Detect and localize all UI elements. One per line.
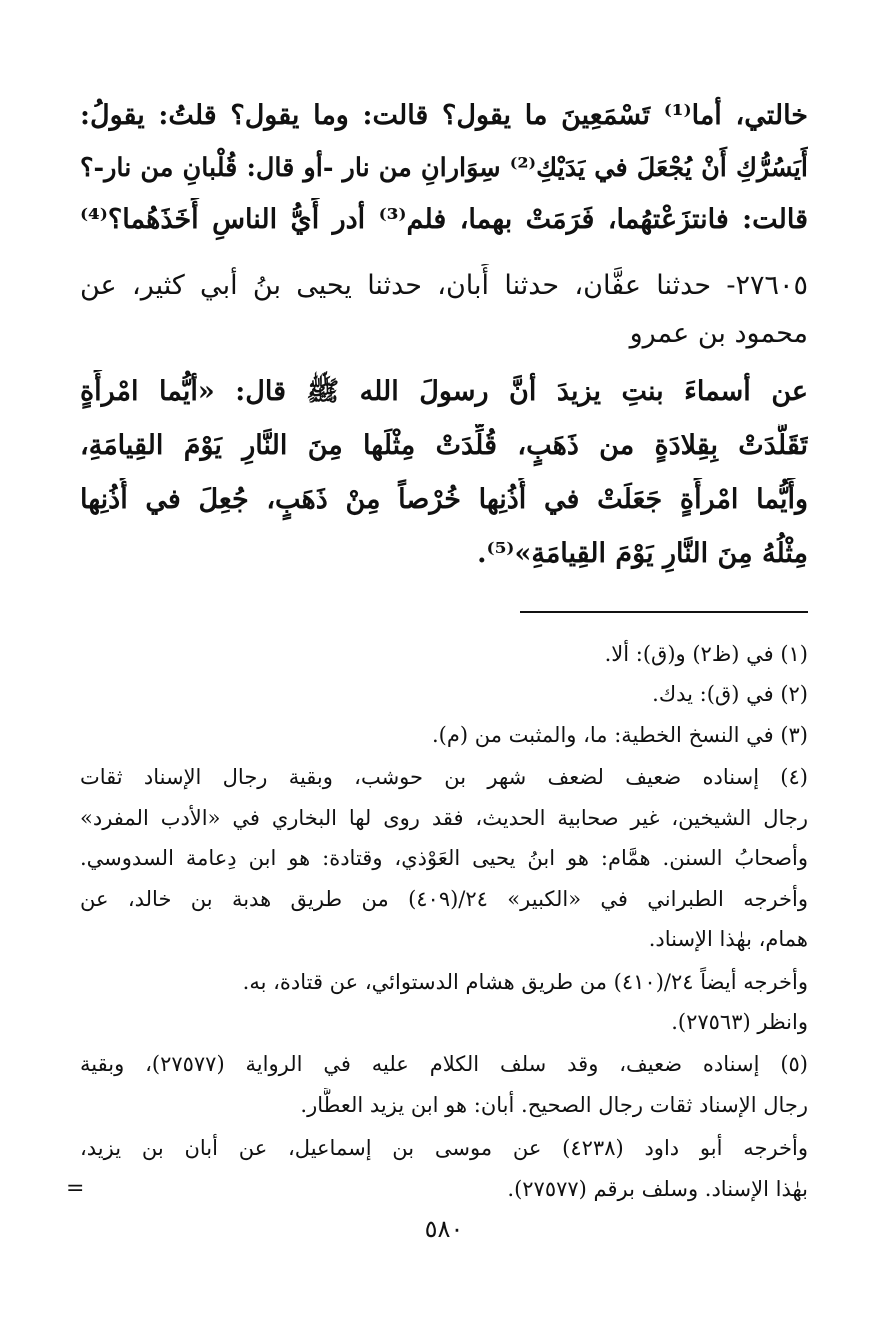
footnote-4-line-7: وانظر (٢٧٥٦٣). — [671, 1010, 808, 1034]
footnote-4-line-5: همام، بهٰذا الإسناد. — [648, 927, 808, 951]
main-text-line-2: أَيَسُرُّكِ أَنْ يُجْعَلَ في يَدَيْكِ⁽²⁾ سِوَارانِ من نار -أو قال: قُلْبانِ من نار-؟ — [80, 153, 808, 183]
hadith-number-line: ٢٧٦٠٥- حدثنا عفَّان، حدثنا أَبان، حدثنا يحيى بنُ أبي كثير، عن — [80, 270, 808, 301]
footnote-5-line-1: (٥) إسناده ضعيف، وقد سلف الكلام عليه في الرواية (٢٧٥٧٧)، وبقية — [80, 1052, 808, 1076]
footnote-4-line-2: رجال الشيخين، غير صحابية الحديث، فقد روى لها البخاري في «الأدب المفرد» — [80, 806, 808, 830]
hadith-text-line-3: وأَيُّما امْرأَةٍ جَعَلَتْ في أُذُنِها خُرْصاً مِنْ ذَهَبٍ، جُعِلَ في أُذُنِها — [80, 484, 808, 515]
footnote-4-line-6: وأخرجه أيضاً ٢٤/(٤١٠) من طريق هشام الدستوائي، عن قتادة، به. — [242, 970, 808, 994]
hadith-text-line-2: تَقَلَّدَتْ بِقِلادَةٍ من ذَهَبٍ، قُلِّدَتْ مِثْلَها مِنَ النَّارِ يَوْمَ القِيامَةِ، — [80, 430, 808, 461]
footnote-4-line-4: وأخرجه الطبراني في «الكبير» ٢٤/(٤٠٩) من طريق هدبة بن خالد، عن — [80, 887, 808, 911]
footnote-4-line-3: وأصحابُ السنن. همَّام: هو ابنُ يحيى العَوْذي، وقتادة: هو ابن دِعامة السدوسي. — [80, 846, 808, 870]
footnote-2: (٢) في (ق): يدك. — [652, 682, 808, 706]
hadith-text-line-1: عن أسماءَ بنتِ يزيدَ أنَّ رسولَ الله ﷺ قال: «أيُّما امْرأَةٍ — [80, 376, 808, 407]
hadith-text-line-4: مِثْلُهُ مِنَ النَّارِ يَوْمَ القِيامَةِ»⁽⁵⁾. — [477, 538, 808, 569]
footnote-1: (١) في (ظ٢) و(ق): ألا. — [604, 642, 808, 666]
page-number: ٥٨٠ — [424, 1215, 464, 1243]
footnote-5-line-3: وأخرجه أبو داود (٤٢٣٨) عن موسى بن إسماعيل، عن أبان بن يزيد، — [80, 1136, 808, 1160]
continuation-mark: = — [66, 1176, 85, 1201]
main-text-line-3: قالت: فانتزَعْتهُما، فَرَمَتْ بهما، فلم⁽³⁾ أدر أَيُّ الناسِ أَخَذَهُما؟⁽⁴⁾ — [80, 204, 808, 235]
footnote-separator — [520, 611, 808, 613]
footnote-5-line-2: رجال الإسناد ثقات رجال الصحيح. أبان: هو ابن يزيد العطَّار. — [300, 1093, 808, 1117]
main-text-line-1: خالتي، أما⁽¹⁾ تَسْمَعِينَ ما يقول؟ قالت: وما يقول؟ قلتُ: يقولُ: — [80, 100, 808, 131]
footnote-4-line-1: (٤) إسناده ضعيف لضعف شهر بن حوشب، وبقية رجال الإسناد ثقات — [80, 765, 808, 789]
hadith-chain-end: محمود بن عمرو — [629, 318, 808, 349]
footnote-5-line-4: بهٰذا الإسناد. وسلف برقم (٢٧٥٧٧). — [507, 1177, 808, 1201]
footnote-3: (٣) في النسخ الخطية: ما، والمثبت من (م). — [431, 723, 808, 747]
